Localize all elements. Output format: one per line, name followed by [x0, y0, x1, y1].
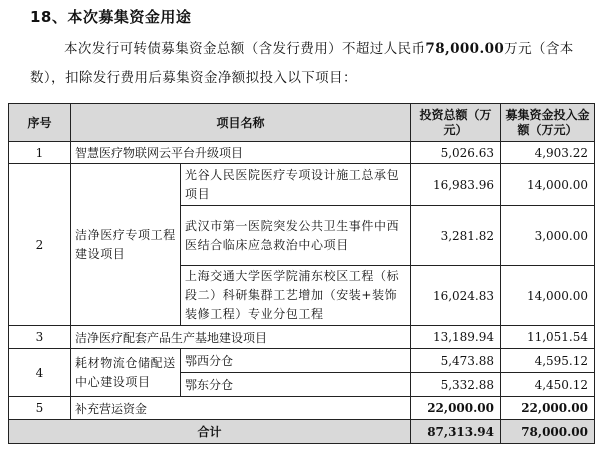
sub-raised: 4,450.12 — [501, 373, 595, 397]
intro-text-post: 万元（含本数），扣除发行费用后募集资金净额拟投入以下项目： — [30, 41, 574, 86]
sub-investment: 16,024.83 — [411, 266, 501, 326]
sub-project-name: 鄂东分仓 — [181, 373, 411, 397]
total-investment: 87,313.94 — [411, 420, 501, 444]
intro-amount: 78,000.00 — [425, 41, 505, 57]
row-project-name: 洁净医疗配套产品生产基地建设项目 — [71, 326, 411, 349]
table-header-row — [9, 104, 595, 142]
sub-raised: 4,595.12 — [501, 349, 595, 373]
header-investment-total: 投资总额（万元） — [411, 104, 501, 142]
row-seq: 2 — [9, 164, 71, 326]
sub-investment: 5,473.88 — [411, 349, 501, 373]
intro-text-pre: 本次发行可转债募集资金总额（含发行费用）不超过人民币 — [64, 41, 426, 57]
row-investment: 13,189.94 — [411, 326, 501, 349]
table-row — [9, 349, 595, 373]
row-project-name: 智慧医疗物联网云平台升级项目 — [71, 142, 411, 164]
fund-usage-table — [8, 103, 595, 444]
section-heading: 18、本次募集资金用途 — [30, 8, 192, 26]
row-project-name: 洁净医疗专项工程建设项目 — [71, 164, 181, 326]
row-seq: 1 — [9, 142, 71, 164]
row-raised: 11,051.54 — [501, 326, 595, 349]
sub-investment: 16,983.96 — [411, 164, 501, 206]
sub-project-name: 光谷人民医院医疗专项设计施工总承包项目 — [181, 164, 411, 206]
sub-project-name: 武汉市第一医院突发公共卫生事件中西医结合临床应急救治中心项目 — [181, 206, 411, 266]
header-seq: 序号 — [9, 104, 71, 142]
sub-project-name: 上海交通大学医学院浦东校区工程（标段二）科研集群工艺增加（安装+装饰装修工程）专业分包工程 — [181, 266, 411, 326]
row-investment: 5,026.63 — [411, 142, 501, 164]
row-seq: 4 — [9, 349, 71, 397]
sub-project-name: 鄂西分仓 — [181, 349, 411, 373]
table-row — [9, 164, 595, 206]
row-seq: 3 — [9, 326, 71, 349]
total-raised: 78,000.00 — [501, 420, 595, 444]
table-row — [9, 326, 595, 349]
sub-investment: 3,281.82 — [411, 206, 501, 266]
header-project-name: 项目名称 — [71, 104, 411, 142]
row-raised: 22,000.00 — [501, 397, 595, 420]
row-raised: 4,903.22 — [501, 142, 595, 164]
table-row — [9, 397, 595, 420]
total-row — [9, 420, 595, 444]
sub-raised: 14,000.00 — [501, 164, 595, 206]
sub-investment: 5,332.88 — [411, 373, 501, 397]
row-investment: 22,000.00 — [411, 397, 501, 420]
total-label: 合计 — [9, 420, 411, 444]
table-row — [9, 142, 595, 164]
header-raised-funds: 募集资金投入金额（万元） — [501, 104, 595, 142]
row-project-name: 耗材物流仓储配送中心建设项目 — [71, 349, 181, 397]
row-project-name: 补充营运资金 — [71, 397, 411, 420]
sub-raised: 14,000.00 — [501, 266, 595, 326]
row-seq: 5 — [9, 397, 71, 420]
intro-paragraph — [30, 35, 590, 93]
sub-raised: 3,000.00 — [501, 206, 595, 266]
